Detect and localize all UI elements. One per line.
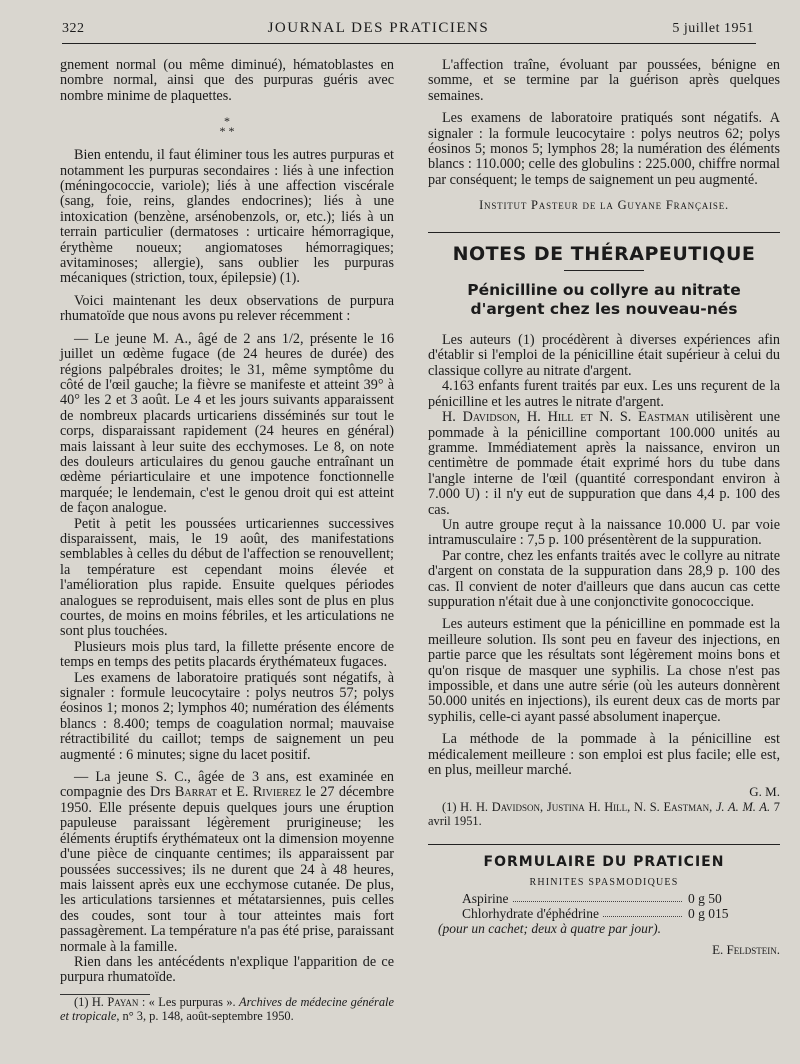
issue-date: 5 juillet 1951: [672, 21, 754, 36]
paragraph: Les auteurs (1) procédèrent à diverses expériences afin d'établir si l'emploi de la pénicilline était supérieur à celui du classique collyre au nitrate d'argent.: [428, 332, 780, 379]
paragraph: Petit à petit les poussées urticariennes successives disparaissent, mais, le 19 août, des manifestations semblables à celles du début de l'affection se renouvellent; la température est cependant moins élevée et l'amélioration plus rapide. Ensuite quelques périodes analogues se reproduisent, mais elles sont de plus en plus courtes, de moins en moins fébriles, et les articulations ne sont plus touchées.: [60, 515, 394, 640]
paragraph: Les examens de laboratoire pratiqués sont négatifs, à signaler : formule leucocytaire : polys neutros 57; polys éosinos 1; monos 2; lymphos 40; numération des éléments blancs : 8.400; temps de coagulation normal; mauvaise rétractibilité du caillot; temps de saignement un peu augmenté : 6 minutes; signe du lacet positif.: [60, 669, 394, 763]
paragraph: Par contre, chez les enfants traités avec le collyre au nitrate d'argent on constata de la suppuration dans 28,9 p. 100 des cas. Il convient de noter d'ailleurs que dans aucun cas cette suppuration n'était due à une conjonctivite gonococcique.: [428, 547, 780, 610]
paragraph: gnement normal (ou même diminué), hématoblastes en nombre normal, ainsi que des purpuras guéris avec nombre minime de plaquettes.: [60, 57, 394, 104]
formulary-subtitle: RHINITES SPASMODIQUES: [529, 877, 679, 889]
paragraph: Plusieurs mois plus tard, la fillette présente encore de temps en temps des petits placards érythémateux fugaces.: [60, 638, 394, 671]
asterism: * * *: [219, 114, 235, 139]
paragraph: L'affection traîne, évoluant par poussées, bénigne en somme, et se termine par la guérison après quelques semaines.: [428, 57, 780, 104]
section-title: NOTES DE THÉRAPEUTIQUE: [452, 242, 756, 265]
formulary-signature: E. Feldstein.: [712, 941, 780, 957]
observation-1: — Le jeune M. A., âgé de 2 ans 1/2, présente le 16 juillet un œdème fugace (de 24 heures de durée) des régions palpébrales droites; le 31, même symptôme du côté de l'œil gauche; la fièvre se manifeste et atteint 39° à 40° les 2 et 3 août. Le 4 et les jours suivants apparaissent de nombreux placards urticariens disséminés sur tout le corps, disparaissant rapidement (24 heures en général) mais laissant à leur suite des ecchymoses. Le 8, on note des douleurs articulaires du genou gauche entraînant un œdème périarticulaire et une impotence fonctionnelle marquée; le lendemain, c'est le genou droit qui est atteint de façon analogue.: [60, 330, 394, 517]
paragraph: Un autre groupe reçut à la naissance 10.000 U. par voie intramusculaire : 7,5 p. 100 présentèrent de la suppuration.: [428, 516, 780, 549]
formulary-note: (pour un cachet; deux à quatre par jour).: [438, 920, 661, 936]
journal-title: JOURNAL DES PRATICIENS: [267, 20, 490, 36]
running-header: [62, 20, 754, 44]
observation-2: — La jeune S. C., âgée de 3 ans, est examinée en compagnie des Drs Barrat et E. Rivierez le 27 décembre 1950. Elle présente depuis quelques jours une éruption papuleuse paraissant légèrement prurigineuse; les éléments éruptifs érythémateux ont la dimension moyenne d'une pièce de cinquante centimes; ils apparaissent par poussées successives; ils ne durent que 24 à 48 heures, mais laissent après eux une ecchymose cutanée. De plus, les articulations tarsiennes et métatarsiennes, puis celles des coudes, sont tour à tour atteintes mais fort passagèrement. La température n'a pas été prise, paraissant normale à la famille.: [60, 769, 394, 955]
page-number: 322: [62, 21, 85, 36]
paragraph: H. Davidson, H. Hill et N. S. Eastman utilisèrent une pommade à la pénicilline comportant 100.000 unités au gramme. Immédiatement après la naissance, environ un centimètre de pommade était exprimé hors du tube dans l'angle interne de l'œil (quantité correspondant environ à 7.000 U) : il n'y eut de suppuration que dans 4,4 p. 100 des cas.: [428, 409, 780, 518]
header-rule: [62, 43, 756, 44]
paragraph: Les auteurs estiment que la pénicilline en pommade est la meilleure solution. Ils sont peu en faveur des injections, en partie parce que les résultats sont légèrement moins bons et qu'on risque de masquer une syphilis. La chose n'est pas impossible, et dans une autre série (où les auteurs donnèrent 50.000 unités en injections), ils eurent deux cas de morts par syphilis, celle-ci ayant passé absolument inaperçue.: [428, 616, 780, 725]
article-title: Pénicilline ou collyre au nitrate d'argent chez les nouveau-nés: [467, 281, 741, 319]
formulary-row: Aspirine 0 g 50: [462, 890, 722, 906]
footnote: (1) H. H. Davidson, Justina H. Hill, N. S. Eastman, J. A. M. A. 7 avril 1951.: [428, 799, 780, 828]
formulary-row: Chlorhydrate d'éphédrine 0 g 015: [462, 905, 729, 921]
paragraph: Rien dans les antécédents n'explique l'apparition de ce purpura rhumatoïde.: [60, 953, 394, 986]
formulary-box: [428, 844, 780, 957]
footnote: (1) H. Payan : « Les purpuras ». Archives de médecine générale et tropicale, n° 3, p. 148, août-septembre 1950.: [60, 994, 394, 1023]
section-rule: [428, 232, 780, 233]
paragraph: Bien entendu, il faut éliminer tous les autres purpuras et notamment les purpuras secondaires : liés à une infection (méningococcie, variole); liés à une affection viscérale (sang, foie, reins, glandes endocrines); liés à une intoxication (benzène, arsénobenzols, or, etc.); liés à un terrain particulier (dermatoses : urticaire hémorragique, érythème noueux; angiomatoses hémorragiques; avitaminoses; allergie), sans oublier les purpuras mécaniques (striction, toux, épilepsie) (1).: [60, 147, 394, 287]
paragraph: 4.163 enfants furent traités par eux. Les uns reçurent de la pénicilline et les autres le nitrate d'argent.: [428, 378, 780, 410]
author-signature: G. M.: [749, 784, 780, 800]
paragraph: La méthode de la pommade à la pénicilline est médicalement meilleure : son emploi est plus facile; elle est, en plus, meilleur marché.: [428, 731, 780, 779]
institute-credit: Institut Pasteur de la Guyane Française.: [479, 198, 729, 213]
paragraph: Voici maintenant les deux observations de purpura rhumatoïde que nous avons pu relever récemment :: [60, 292, 394, 325]
right-column: [428, 58, 780, 957]
left-column: [60, 58, 394, 1023]
formulary-title: FORMULAIRE DU PRATICIEN: [483, 853, 725, 870]
paragraph: Les examens de laboratoire pratiqués sont négatifs. A signaler : la formule leucocytaire : polys neutros 62; polys éosinos 5; monos 5; lymphos 28; la numération des éléments blancs : 110.000; celle des globulins : 225.000, chiffre normal par conséquent; le temps de saignement un peu augmenté.: [428, 110, 780, 188]
section-subrule: [564, 270, 644, 271]
